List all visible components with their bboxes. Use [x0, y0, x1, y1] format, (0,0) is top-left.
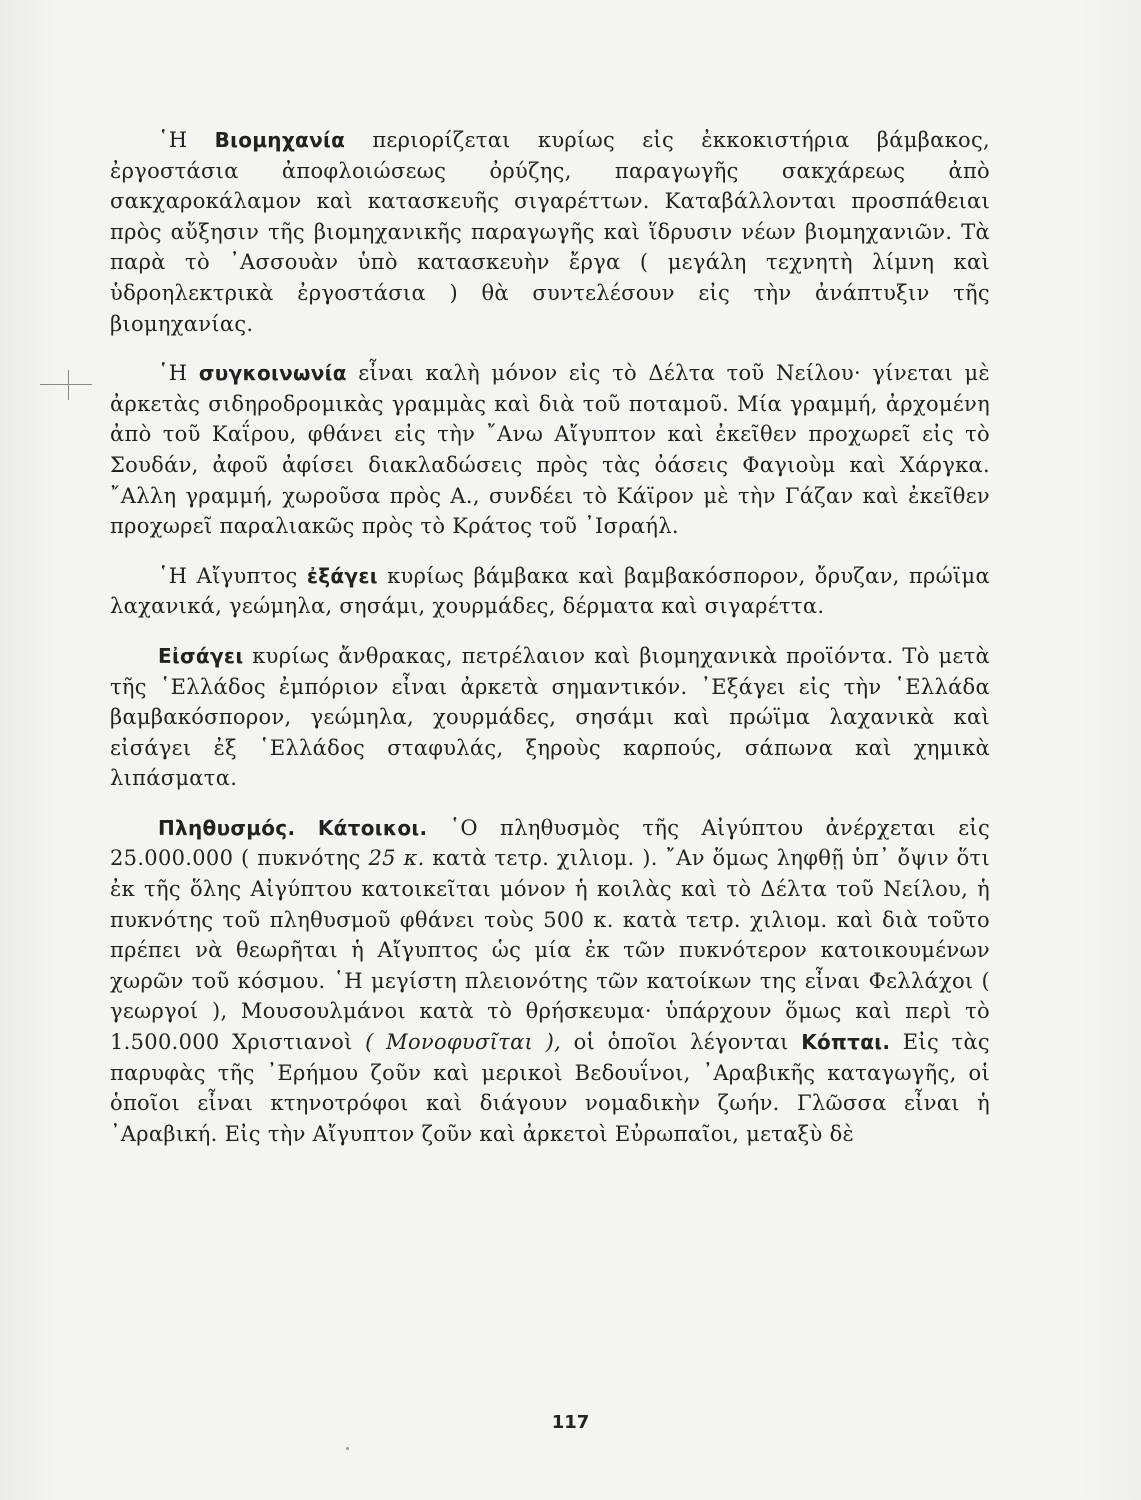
body-text: [110, 125, 990, 1168]
exports-keyword: ἐξάγει: [306, 563, 378, 588]
industry-prefix: ῾Η: [158, 128, 215, 152]
paragraph-population: [110, 813, 990, 1150]
paragraph-transport: [110, 358, 990, 542]
population-keyword: Πληθυσμός. Κάτοικοι.: [158, 815, 428, 840]
crop-mark: [40, 370, 92, 400]
transport-text: εἶναι καλὴ μόνον εἰς τὸ Δέλτα τοῦ Νείλου· γίνεται μὲ ἀρκετὰς σιδηροδρομικὰς γραμμὰς καὶ διὰ τοῦ ποταμοῦ. Μία γραμμή, ἀρχομένη ἀπὸ τοῦ Καΐρου, φθάνει εἰς τὴν ῎Ανω Αἴγυπτον καὶ ἐκεῖθεν προχωρεῖ εἰς τὸ Σουδάν, ἀφοῦ ἀφίσει διακλαδώσεις πρὸς τὰς ὀάσεις Φαγιοὺμ καὶ Χάργκα. ῎Αλλη γραμμή, χωροῦσα πρὸς Α., συνδέει τὸ Κάϊρον μὲ τὴν Γάζαν καὶ ἐκεῖθεν προχωρεῖ παραλιακῶς πρὸς τὸ Κράτος τοῦ ᾿Ισραήλ.: [110, 361, 990, 539]
industry-keyword: Βιομηχανία: [214, 128, 346, 152]
paragraph-industry: [110, 125, 990, 339]
transport-prefix: ῾Η: [158, 361, 199, 386]
exports-prefix: ῾Η Αἴγυπτος: [158, 563, 307, 588]
population-text-3: οἱ ὁποῖοι λέγονται: [561, 1030, 802, 1055]
exports-text: κυρίως βάμβακα καὶ βαμβακόσπορον, ὄρυζαν, πρώϊμα λαχανικά, γεώμηλα, σησάμι, χουρμάδες, δέρματα καὶ σιγαρέττα.: [110, 563, 990, 619]
imports-text: κυρίως ἄνθρακας, πετρέλαιον καὶ βιομηχανικὰ προϊόντα. Τὸ μετὰ τῆς ῾Ελλάδος ἐμπόριον εἶναι ἀρκετὰ σημαντικόν. ᾿Εξάγει εἰς τὴν ῾Ελλάδα βαμβακόσπορον, γεώμηλα, χουρμάδες, σησάμι καὶ πρώϊμα λαχανικὰ καὶ εἰσάγει ἐξ ῾Ελλάδος σταφυλάς, ξηροὺς καρπούς, σάπωνα καὶ χημικὰ λιπάσματα.: [110, 643, 990, 791]
industry-text: περιορίζεται κυρίως εἰς ἐκκοκιστήρια βάμβακος, ἐργοστάσια ἀποφλοιώσεως ὀρύζης, παραγωγῆς σακχάρεως ἀπὸ σακχαροκάλαμον καὶ κατασκευῆς σιγαρέττων. Καταβάλλονται προσπάθειαι πρὸς αὔξησιν τῆς βιομηχανικῆς παραγωγῆς καὶ ἵδρυσιν νέων βιομηχανιῶν. Τὰ παρὰ τὸ ᾿Ασσουὰν ὑπὸ κατασκευὴν ἔργα ( μεγάλη τεχνητὴ λίμνη καὶ ὑδροηλεκτρικὰ ἐργοστάσια ) θὰ συντελέσουν εἰς τὴν ἀνάπτυξιν τῆς βιομηχανίας.: [110, 128, 991, 336]
paragraph-exports: [110, 561, 990, 622]
imports-keyword: Εἰσάγει: [158, 643, 244, 668]
copts-keyword: Κόπται.: [801, 1030, 891, 1055]
page-number: 117: [551, 1412, 590, 1433]
crop-mark-vertical: [68, 370, 69, 400]
paragraph-imports: [110, 641, 990, 794]
population-text-4: Εἰς τὰς παρυφὰς τῆς ᾿Ερήμου ζοῦν καὶ μερικοὶ Βεδουΐνοι, ᾿Αραβικῆς καταγωγῆς, οἱ ὁποῖοι εἶναι κτηνοτρόφοι καὶ διάγουν νομαδικὴν ζωήν. Γλῶσσα εἶναι ἡ ᾿Αραβική. Εἰς τὴν Αἴγυπτον ζοῦν καὶ ἀρκετοὶ Εὐρωπαῖοι, μεταξὺ δὲ: [110, 1030, 990, 1146]
print-speck: [346, 1447, 349, 1450]
population-text-1: ῾Ο πληθυσμὸς τῆς Αἰγύπτου ἀνέρχεται εἰς 25.000.000 ( πυκνότης: [110, 815, 991, 871]
crop-mark-horizontal: [40, 384, 92, 385]
monophysites-note: ( Μονοφυσῖται ),: [365, 1030, 562, 1055]
population-text-2: κατὰ τετρ. χιλιομ. ). ῎Αν ὅμως ληφθῇ ὑπ᾿ ὄψιν ὅτι ἐκ τῆς ὅλης Αἰγύπτου κατοικεῖται μόνον ἡ κοιλὰς καὶ τὸ Δέλτα τοῦ Νείλου, ἡ πυκνότης τοῦ πληθυσμοῦ φθάνει τοὺς 500 κ. κατὰ τετρ. χιλιομ. καὶ διὰ τοῦτο πρέπει νὰ θεωρῆται ἡ Αἴγυπτος ὡς μία ἐκ τῶν πυκνότερον κατοικουμένων χωρῶν τοῦ κόσμου. ῾Η μεγίστη πλειονότης τῶν κατοίκων της εἶναι Φελλάχοι ( γεωργοί ), Μουσουλμάνοι κατὰ τὸ θρήσκευμα· ὑπάρχουν ὅμως καὶ περὶ τὸ 1.500.000 Χριστιανοὶ: [110, 846, 990, 1055]
population-density: 25 κ.: [368, 846, 425, 871]
transport-keyword: συγκοινωνία: [198, 361, 347, 386]
